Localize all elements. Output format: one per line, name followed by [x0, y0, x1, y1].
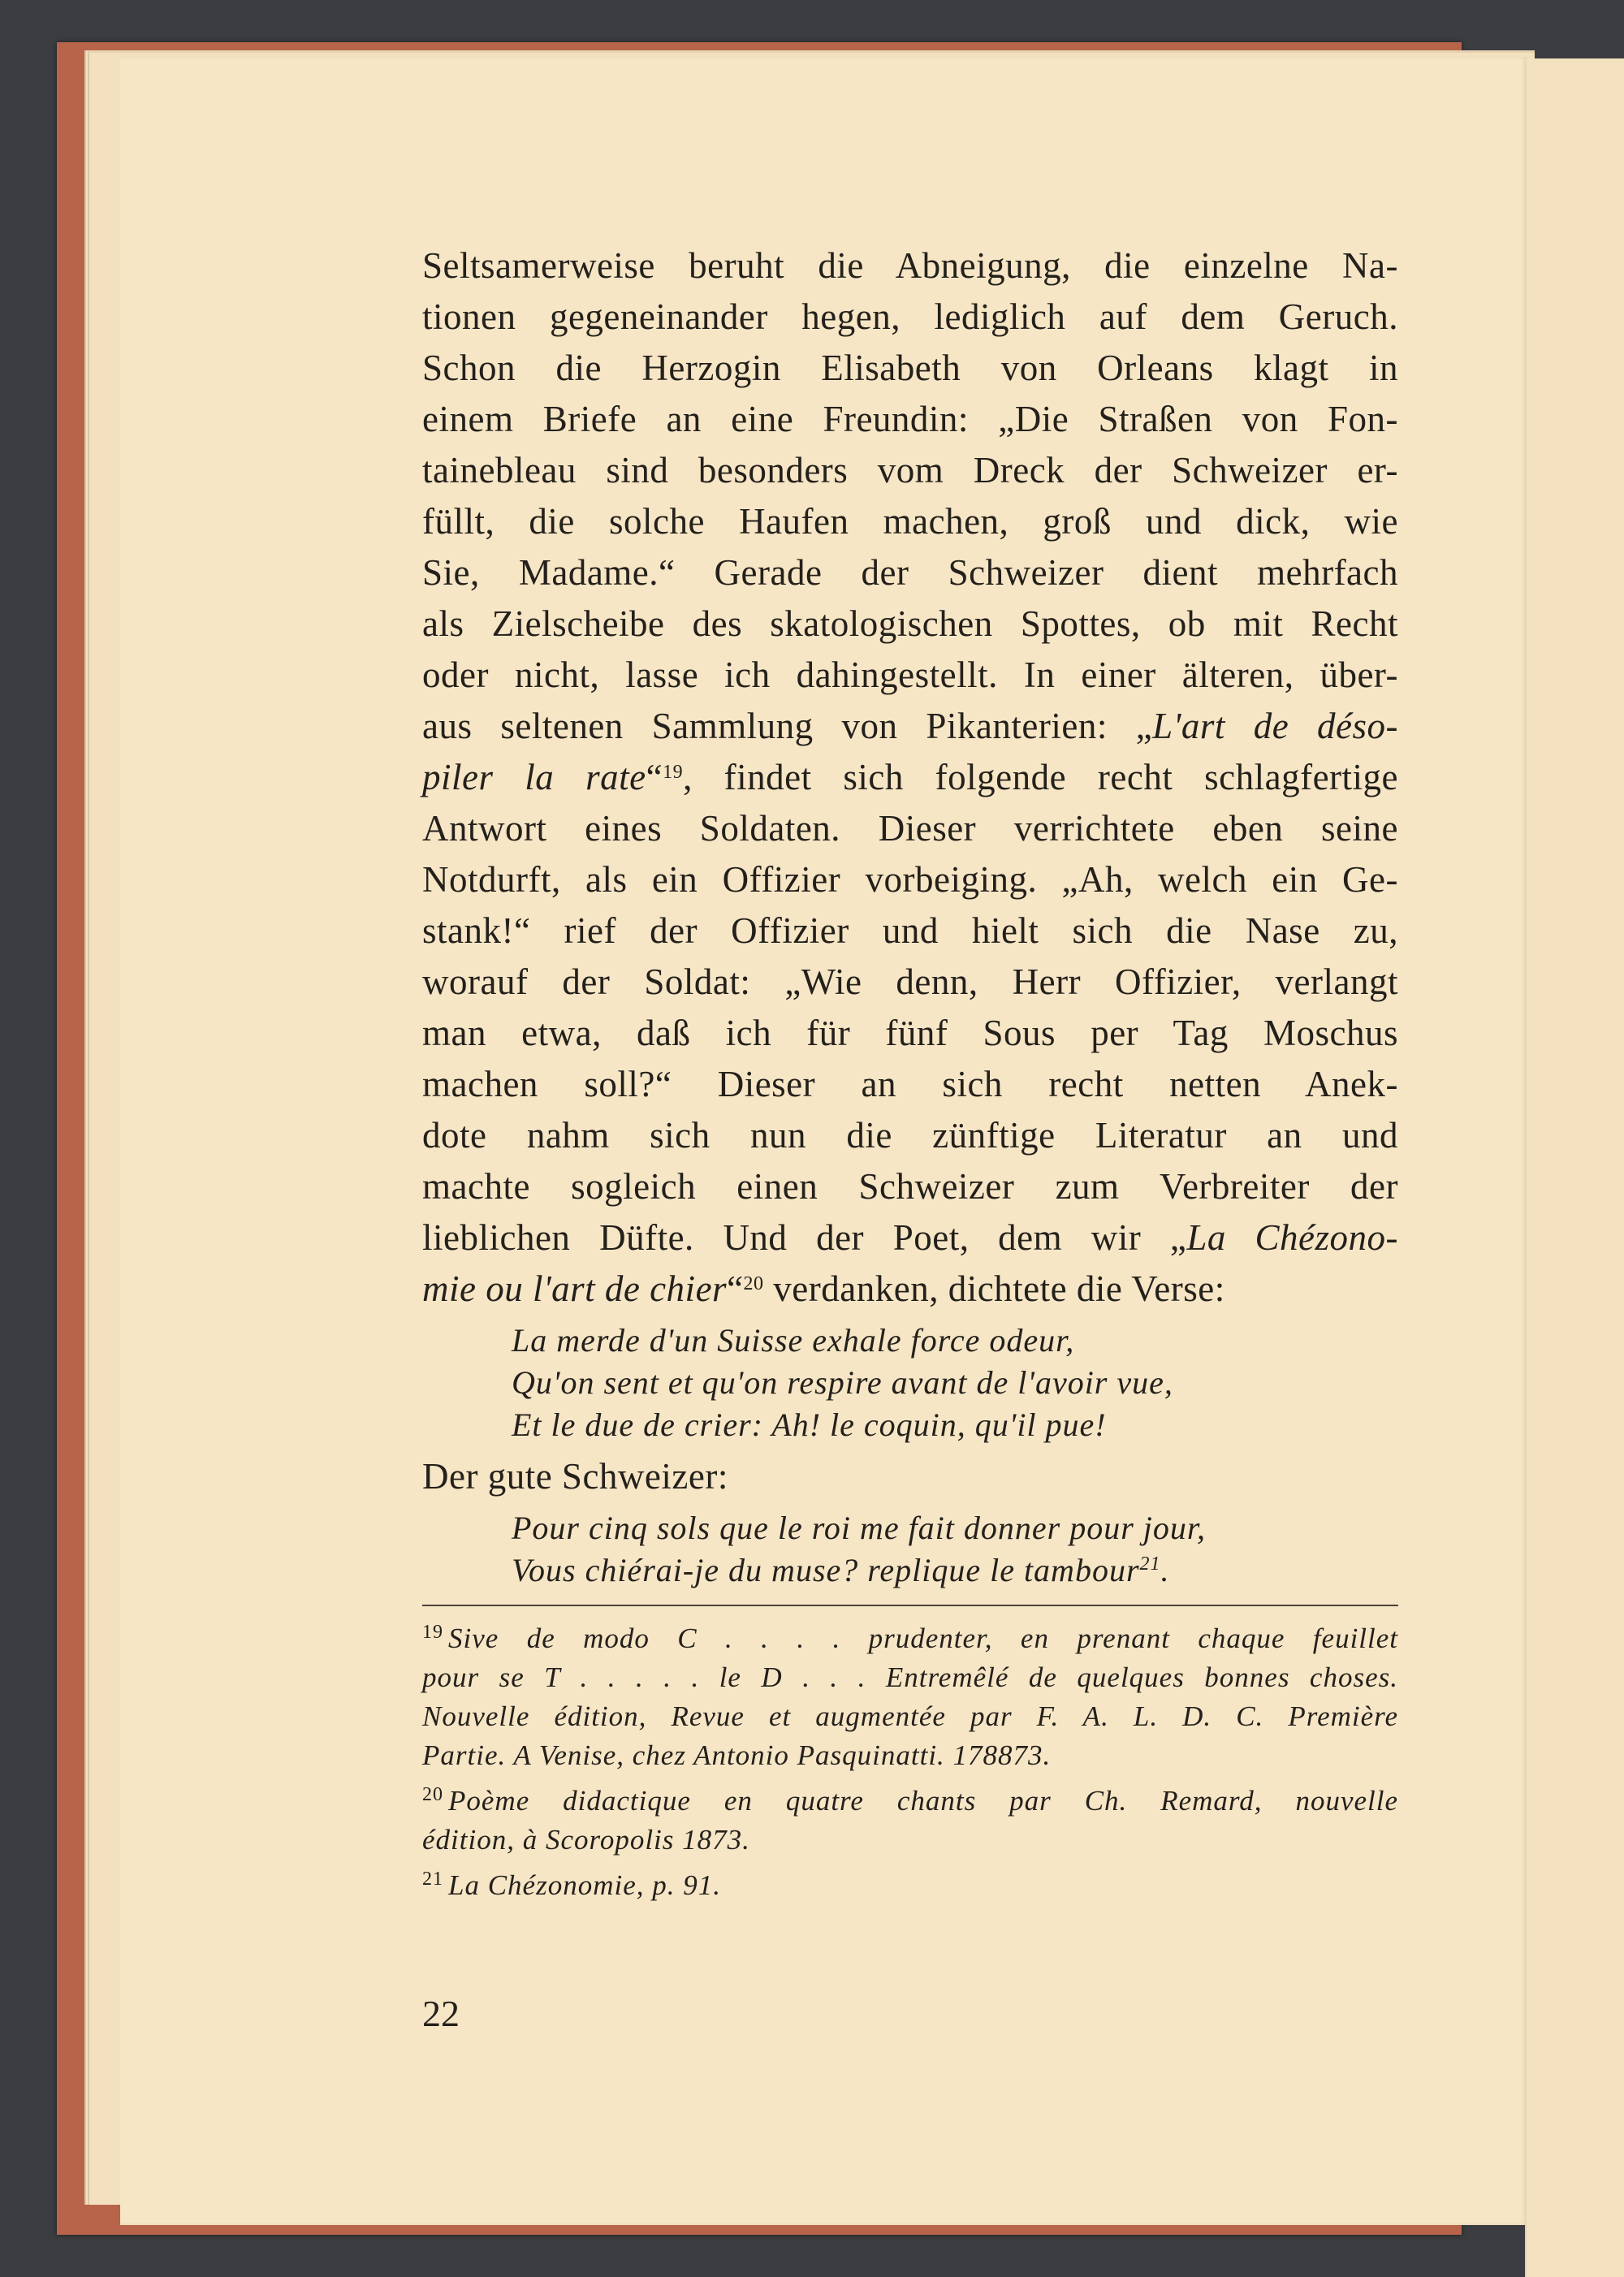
page-text	[422, 240, 1398, 1912]
verse-line: Qu'on sent et qu'on respire avant de l'avoir vue,	[512, 1364, 1173, 1401]
verse-line: Pour cinq sols que le roi me fait donner pour jour,	[512, 1510, 1207, 1546]
text-run: Sive de modo C . . . . prudenter, en prenant chaque feuillet	[448, 1622, 1398, 1654]
text-line	[422, 1264, 1398, 1315]
footnote-line: édition, à Scoropolis 1873.	[422, 1824, 750, 1856]
text-line: Sie, Madame.“ Gerade der Schweizer dient mehrfach	[422, 552, 1398, 593]
footnote-ref-19[interactable]: 19	[663, 762, 684, 783]
verse-block-1	[512, 1320, 1398, 1446]
text-run: “	[727, 1268, 744, 1309]
text-run: “	[646, 757, 663, 797]
text-line: Schon die Herzogin Elisabeth von Orleans klagt in	[422, 348, 1398, 388]
footnote-20	[422, 1782, 1398, 1860]
footnote-number: 19	[422, 1622, 443, 1643]
text-line: Notdurft, als ein Offizier vorbeiging. „Ah, welch ein Ge-	[422, 859, 1398, 900]
facing-page-edge	[1525, 58, 1624, 2277]
verse-block-2	[512, 1507, 1398, 1592]
page-number: 22	[422, 1993, 460, 2034]
transition-line: Der gute Schweizer:	[422, 1456, 728, 1497]
text-run: lieblichen Düfte. Und der Poet, dem wir „	[422, 1217, 1187, 1258]
main-paragraph	[422, 240, 1398, 1315]
footnote-ref-21[interactable]: 21	[1139, 1553, 1161, 1575]
verse-line: La merde d'un Suisse exhale force odeur,	[512, 1322, 1075, 1359]
footnote-ref-20[interactable]: 20	[743, 1273, 764, 1294]
text-run: Poème didactique en quatre chants par Ch. Remard, nouvelle	[448, 1785, 1398, 1817]
text-run: aus seltenen Sammlung von Pikanterien: „	[422, 706, 1153, 746]
text-line: worauf der Soldat: „Wie denn, Herr Offizier, verlangt	[422, 961, 1398, 1002]
footnote-line	[422, 1866, 1398, 1905]
verse-line: Et le due de crier: Ah! le coquin, qu'il pue!	[512, 1406, 1107, 1443]
footnote-line: Nouvelle édition, Revue et augmentée par F. A. L. D. C. Première	[422, 1700, 1398, 1732]
italic-title: La Chézono-	[1186, 1217, 1399, 1258]
footnote-number: 20	[422, 1784, 443, 1805]
text-line: oder nicht, lasse ich dahingestellt. In einer älteren, über-	[422, 655, 1398, 695]
text-line: Seltsamerweise beruht die Abneigung, die einzelne Na-	[422, 245, 1398, 286]
text-run: Vous chiérai-je du muse? replique le tambour	[512, 1552, 1140, 1588]
text-run: verdanken, dichtete die Verse:	[763, 1268, 1225, 1309]
text-line: Antwort eines Soldaten. Dieser verrichtete eben seine	[422, 808, 1398, 849]
footnote-line: pour se T . . . . . le D . . . Entremêlé de quelques bonnes choses.	[422, 1661, 1398, 1693]
footnote-21	[422, 1866, 1398, 1905]
footnote-line: Partie. A Venise, chez Antonio Pasquinatti. 178873.	[422, 1739, 1052, 1771]
verse-line	[512, 1549, 1398, 1592]
text-line	[422, 701, 1398, 752]
text-line: machte sogleich einen Schweizer zum Verbreiter der	[422, 1166, 1398, 1207]
text-run: , findet sich folgende recht schlagfertige	[683, 757, 1398, 797]
text-line: füllt, die solche Haufen machen, groß und dick, wie	[422, 501, 1398, 542]
text-line: man etwa, daß ich für fünf Sous per Tag Moschus	[422, 1013, 1398, 1053]
text-line: tionen gegeneinander hegen, lediglich auf dem Geruch.	[422, 296, 1398, 337]
footnote-divider	[422, 1605, 1398, 1606]
text-line: stank!“ rief der Offizier und hielt sich die Nase zu,	[422, 910, 1398, 951]
footnote-line	[422, 1782, 1398, 1821]
text-line: als Zielscheibe des skatologischen Spottes, ob mit Recht	[422, 603, 1398, 644]
italic-title: L'art de déso-	[1152, 706, 1399, 746]
text-run: La Chézonomie, p. 91.	[448, 1869, 721, 1901]
italic-title: piler la rate	[422, 757, 646, 797]
text-run: .	[1160, 1552, 1170, 1588]
text-line: machen soll?“ Dieser an sich recht netten Anek-	[422, 1064, 1398, 1104]
text-line: tainebleau sind besonders vom Dreck der Schweizer er-	[422, 450, 1398, 490]
text-line	[422, 752, 1398, 803]
footnote-line	[422, 1619, 1398, 1658]
text-line: einem Briefe an eine Freundin: „Die Straßen von Fon-	[422, 399, 1398, 439]
footnote-number: 21	[422, 1869, 443, 1890]
footnote-19	[422, 1619, 1398, 1775]
text-line: dote nahm sich nun die zünftige Literatur an und	[422, 1115, 1398, 1156]
italic-title: mie ou l'art de chier	[422, 1268, 728, 1309]
text-line	[422, 1212, 1398, 1264]
